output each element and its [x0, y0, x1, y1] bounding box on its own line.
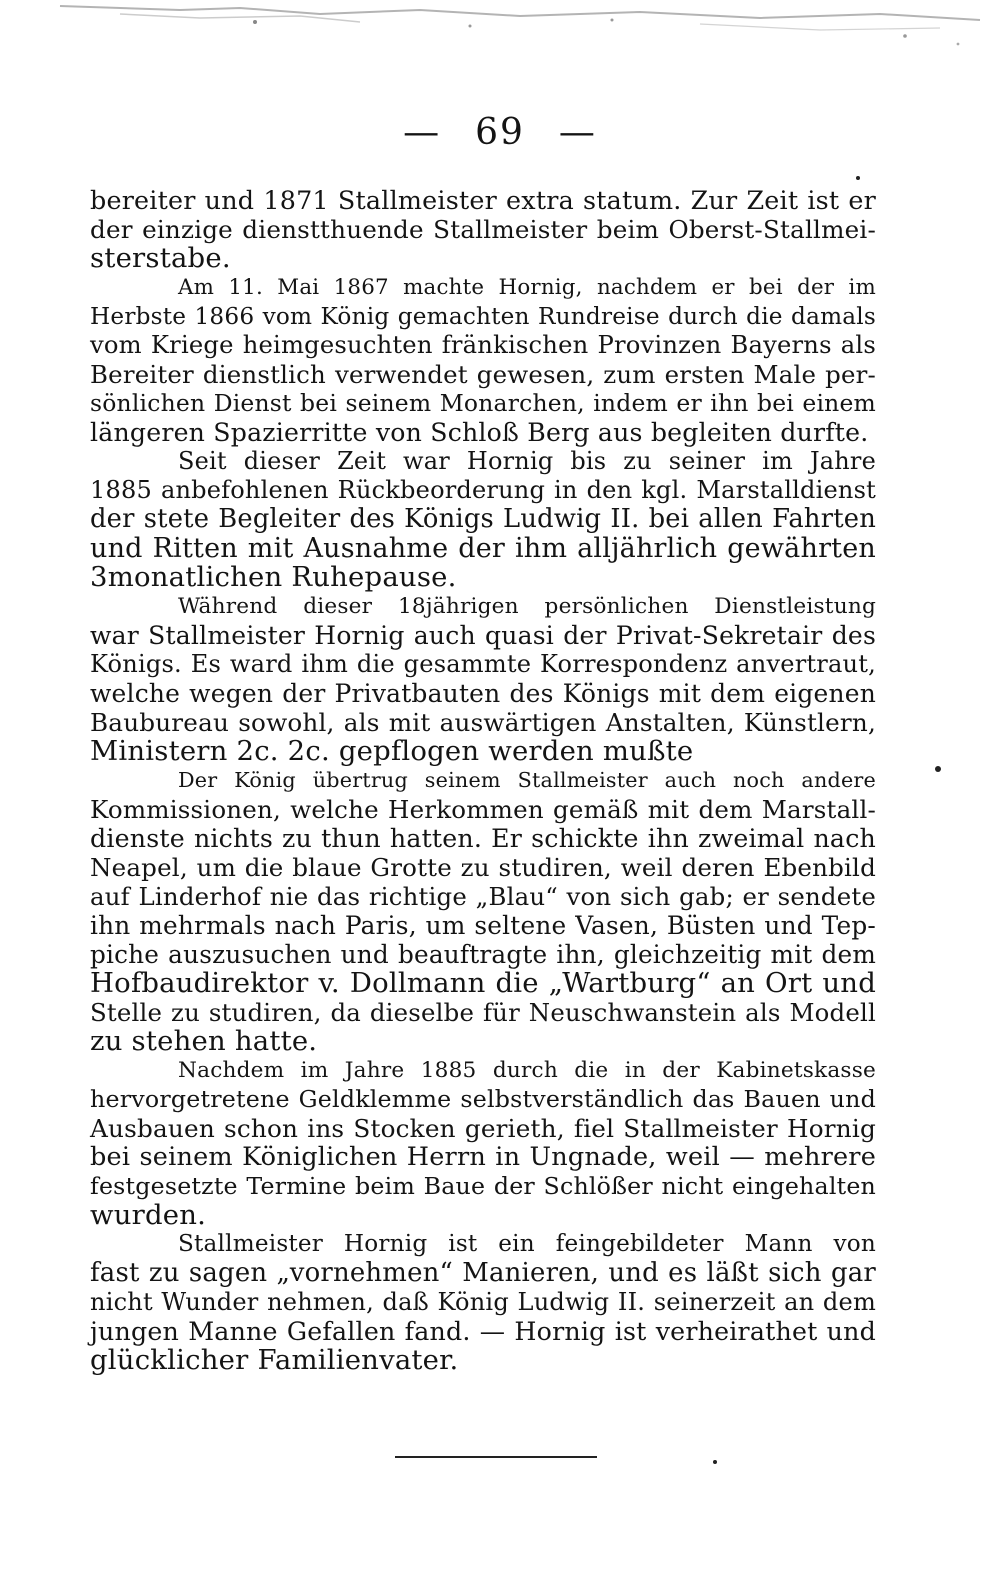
paragraph: [90, 1056, 876, 1230]
text-line: Königs. Es ward ihm die gesammte Korrespondenz anvertraut,: [90, 650, 876, 678]
text-line: sönlichen Dienst bei seinem Monarchen, indem er ihn bei einem: [90, 389, 876, 417]
scan-edge-noise: [0, 0, 1000, 60]
text-line: ihn mehrmals nach Paris, um seltene Vasen, Büsten und Tep-: [90, 911, 876, 940]
paragraph: [90, 766, 876, 1056]
text-line: auf Linderhof nie das richtige „Blau“ von sich gab; er sendete: [90, 882, 876, 911]
text-line: Nachdem im Jahre 1885 durch die in der Kabinetskasse: [178, 1058, 876, 1083]
text-line: dienste nichts zu thun hatten. Er schickte ihn zweimal nach: [90, 824, 876, 853]
text-line: vom Kriege heimgesuchten fränkischen Provinzen Bayerns als: [90, 331, 876, 359]
paragraph: [90, 447, 876, 592]
scan-speck: [856, 176, 860, 180]
paragraph: [90, 186, 876, 273]
text-line: Am 11. Mai 1867 machte Hornig, nachdem er bei der im: [178, 275, 876, 300]
text-line: hervorgetretene Geldklemme selbstverständlich das Bauen und: [90, 1085, 876, 1113]
text-line: war Stallmeister Hornig auch quasi der Privat-Sekretair des: [90, 621, 876, 650]
text-line: und Ritten mit Ausnahme der ihm alljährlich gewährten: [90, 533, 876, 564]
text-line: festgesetzte Termine beim Baue der Schlößer nicht eingehalten: [90, 1172, 876, 1200]
text-line: Hofbaudirektor v. Dollmann die „Wartburg“ an Ort und: [90, 967, 876, 999]
text-line: 3monatlichen Ruhepause.: [90, 561, 457, 593]
text-line: bei seinem Königlichen Herrn in Ungnade, weil — mehrere: [90, 1142, 876, 1172]
paragraph: [90, 1230, 876, 1375]
text-line: Der König übertrug seinem Stallmeister auch noch andere: [178, 768, 876, 792]
text-line: der einzige dienstthuende Stallmeister beim Oberst-Stallmei-: [90, 215, 876, 244]
text-line: sterstabe.: [90, 242, 231, 274]
paragraph: [90, 592, 876, 766]
page-number-dash-left: —: [403, 112, 442, 153]
text-line: Seit dieser Zeit war Hornig bis zu seiner im Jahre: [178, 447, 876, 475]
page-number: 69: [475, 112, 525, 153]
text-line: jungen Manne Gefallen fand. — Hornig ist verheirathet und: [90, 1317, 876, 1346]
scan-speck: [713, 1460, 717, 1464]
text-line: Stallmeister Hornig ist ein feingebildeter Mann von: [178, 1231, 876, 1257]
paragraph: [90, 273, 876, 447]
text-line: 1885 anbefohlenen Rückbeorderung in den kgl. Marstalldienst: [90, 476, 876, 504]
text-line: Ministern 2c. 2c. gepflogen werden mußte: [90, 735, 694, 767]
closing-rule: [395, 1456, 597, 1458]
text-line: Kommissionen, welche Herkommen gemäß mit dem Marstall-: [90, 795, 876, 824]
text-line: Stelle zu studiren, da dieselbe für Neuschwanstein als Modell: [90, 998, 876, 1027]
text-line: wurden.: [90, 1199, 207, 1231]
text-line: nicht Wunder nehmen, daß König Ludwig II. seinerzeit an dem: [90, 1288, 876, 1316]
text-line: Während dieser 18jährigen persönlichen Dienstleistung: [178, 594, 876, 619]
text-line: längeren Spazierritte von Schloß Berg aus begleiten durfte.: [90, 418, 869, 447]
text-line: welche wegen der Privatbauten des Königs mit dem eigenen: [90, 679, 876, 708]
text-line: Bereiter dienstlich verwendet gewesen, zum ersten Male per-: [90, 360, 876, 389]
text-line: glücklicher Familienvater.: [90, 1344, 459, 1376]
page-number-header: [0, 112, 1000, 153]
text-line: Baubureau sowohl, als mit auswärtigen Anstalten, Künstlern,: [90, 708, 876, 737]
text-line: der stete Begleiter des Königs Ludwig II. bei allen Fahrten: [90, 504, 876, 534]
scan-speck: [935, 766, 941, 772]
text-line: Ausbauen schon ins Stocken gerieth, fiel Stallmeister Hornig: [90, 1114, 876, 1143]
text-line: Neapel, um die blaue Grotte zu studiren, weil deren Ebenbild: [90, 853, 876, 882]
text-line: zu stehen hatte.: [90, 1025, 318, 1057]
body-text: [90, 186, 876, 1375]
text-line: Herbste 1866 vom König gemachten Rundreise durch die damals: [90, 303, 876, 330]
text-line: fast zu sagen „vornehmen“ Manieren, und es läßt sich gar: [90, 1258, 876, 1288]
page-number-dash-right: —: [558, 112, 597, 153]
text-line: bereiter und 1871 Stallmeister extra statum. Zur Zeit ist er: [90, 185, 876, 215]
text-line: piche auszusuchen und beauftragte ihn, gleichzeitig mit dem: [90, 940, 876, 969]
